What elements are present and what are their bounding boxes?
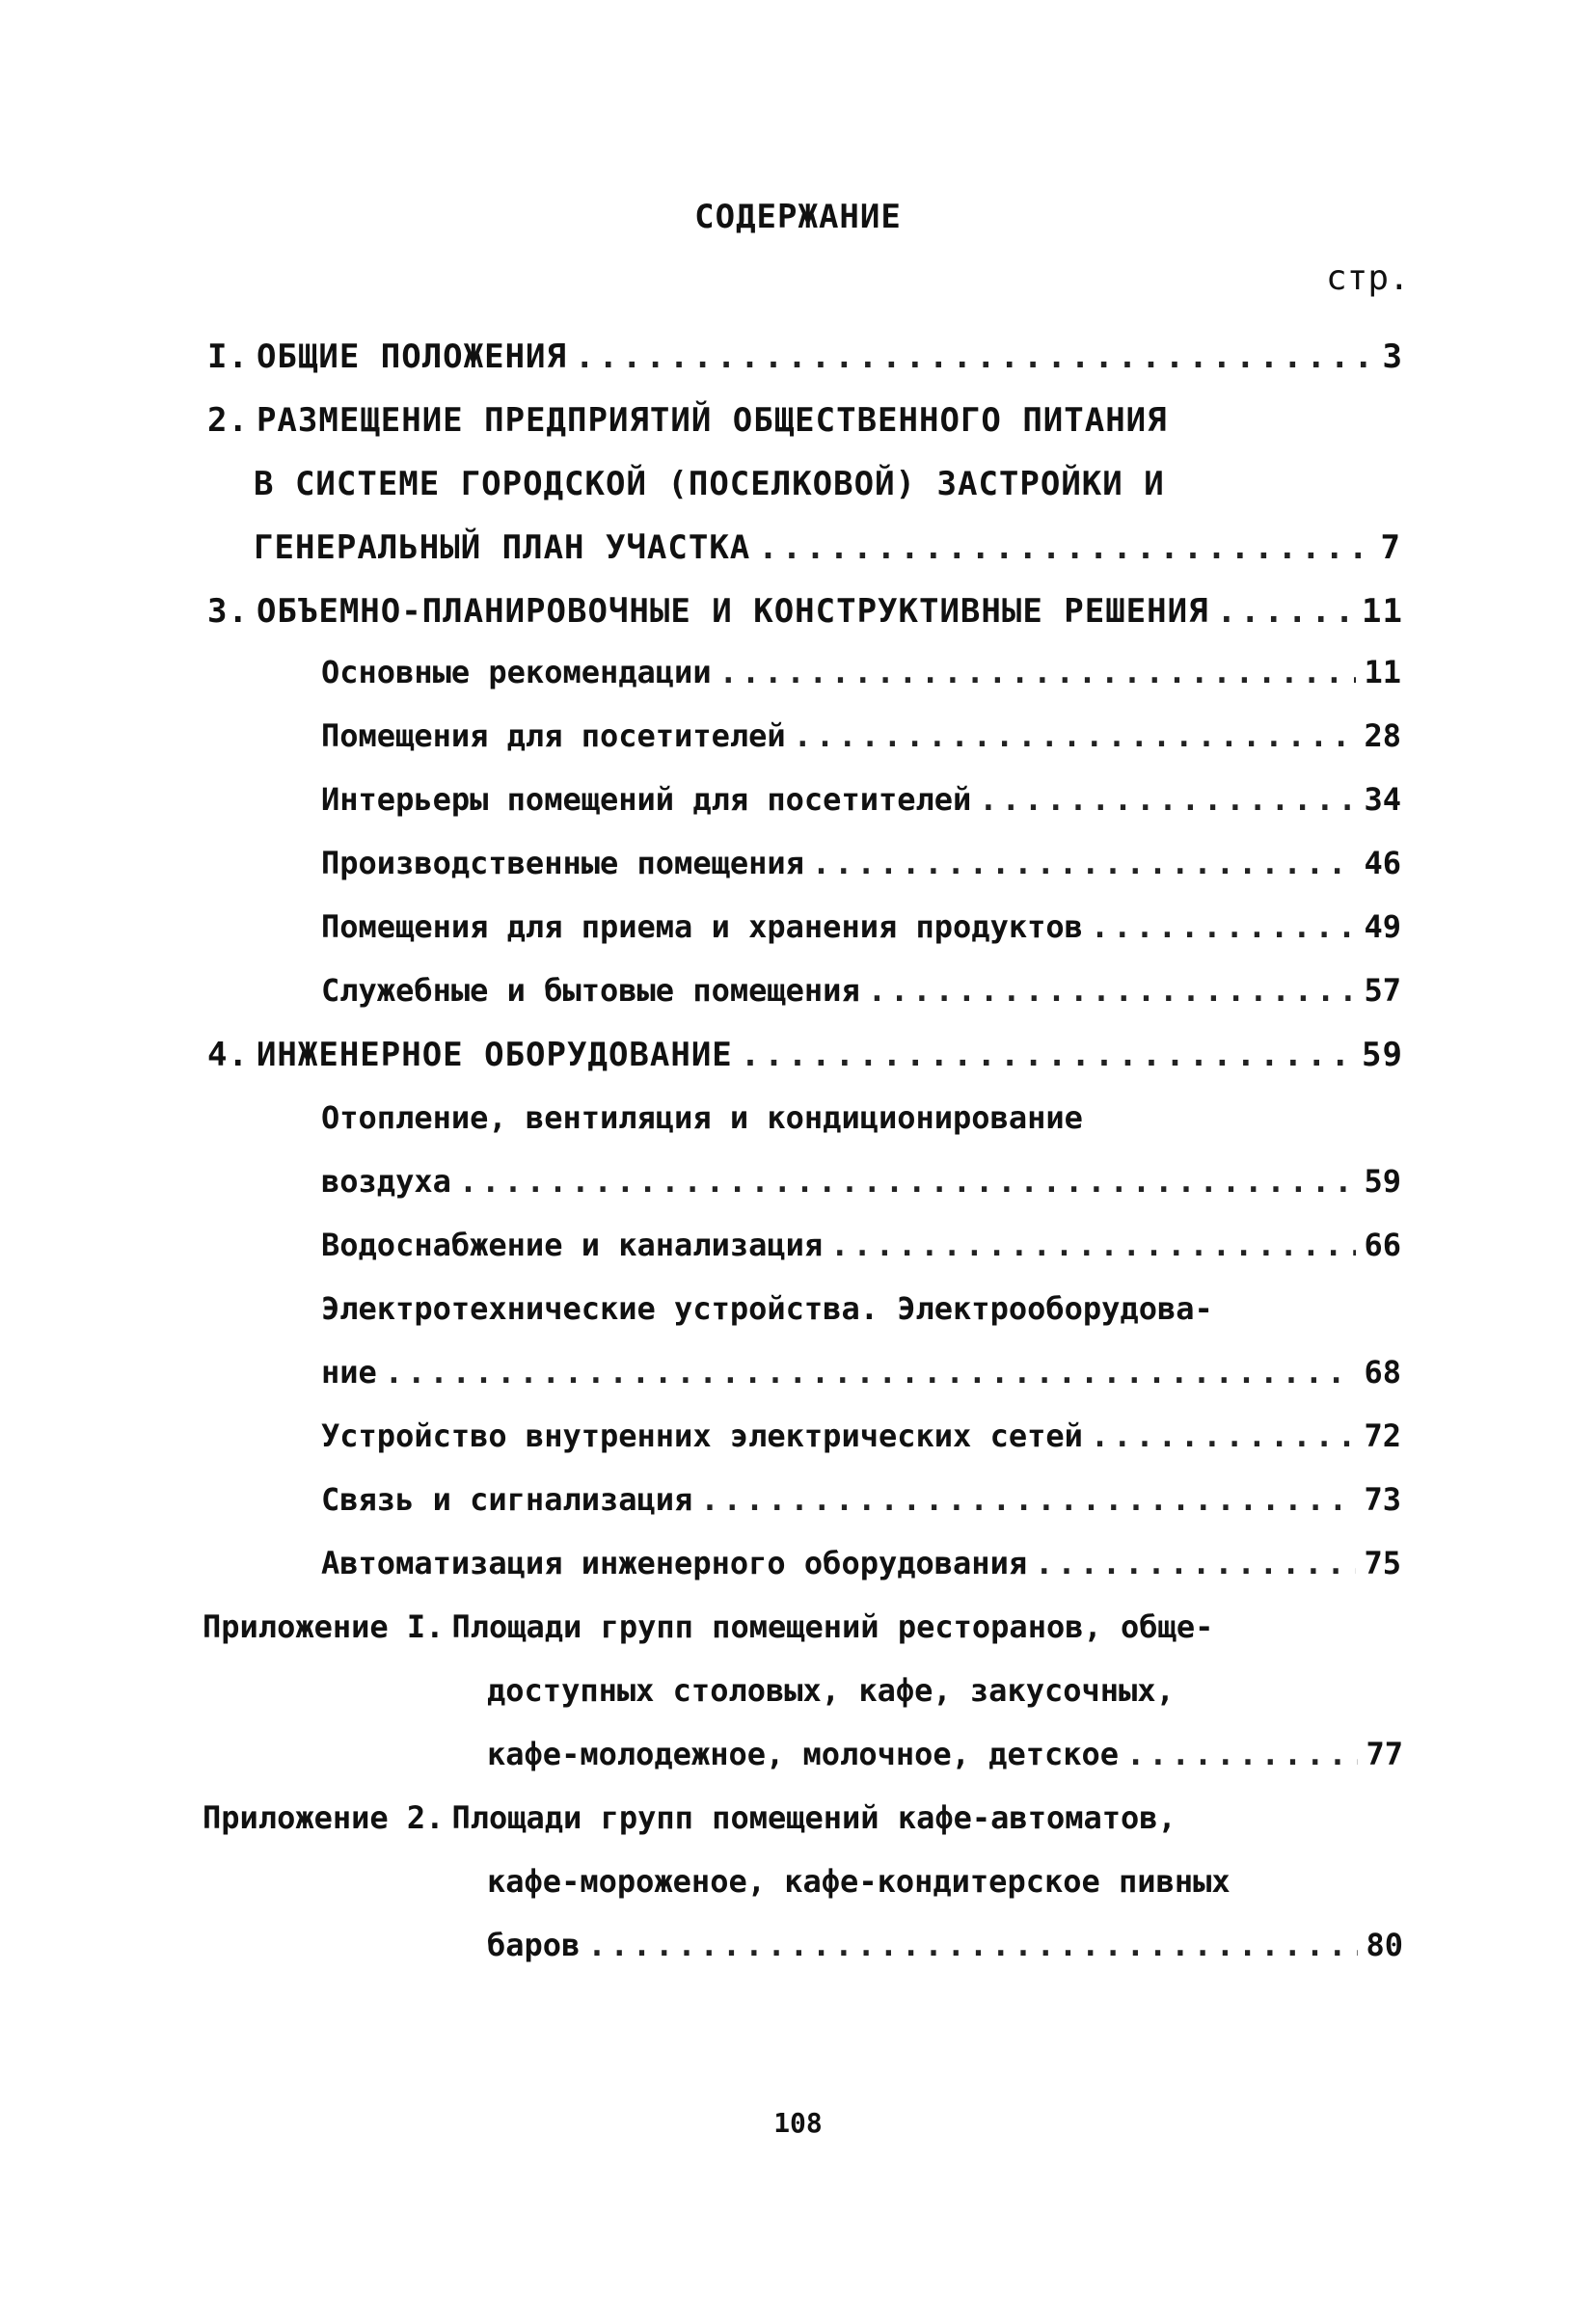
toc-entry-title: кафе-мороженое, кафе-кондитерское пивных [487,1863,1231,1900]
leader-dots [741,1036,1354,1074]
toc-entry-title: Помещения для посетителей [321,717,786,754]
leader-dots [1035,1545,1356,1581]
toc-entry-2-cont [254,465,1401,525]
toc-entry-title: ОБЪЕМНО-ПЛАНИРОВОЧНЫЕ И КОНСТРУКТИВНЫЕ РЕШЕНИЯ [256,592,1209,631]
toc-subentry [321,1099,1401,1159]
toc-entry-page: 11 [1362,592,1403,631]
toc-subentry [321,1354,1401,1414]
toc-entry-page: 80 [1366,1927,1403,1963]
toc-entry-title: В СИСТЕМЕ ГОРОДСКОЙ (ПОСЕЛКОВОЙ) ЗАСТРОЙКИ И [254,465,1165,503]
toc-entry-number: 2. [207,401,249,440]
toc-appendix-1 [203,1608,1403,1668]
toc-entry-number: Приложение I. [203,1608,445,1645]
toc-appendix-2-cont [487,1863,1403,1923]
toc-entry-title: РАЗМЕЩЕНИЕ ПРЕДПРИЯТИЙ ОБЩЕСТВЕННОГО ПИТАНИЯ [256,401,1168,440]
toc-entry-page: 7 [1380,528,1401,567]
toc-entry-page: 59 [1362,1036,1403,1074]
toc-appendix-2-end [487,1927,1403,1986]
leader-dots [758,528,1372,567]
leader-dots [385,1354,1357,1391]
toc-entry-title: кафе-молодежное, молочное, детское [487,1736,1120,1772]
page-title: СОДЕРЖАНИЕ [694,198,902,236]
toc-entry-title: Производственные помещения [321,845,804,881]
leader-dots [1217,592,1354,631]
toc-subentry [321,717,1401,777]
leader-dots [812,845,1357,881]
toc-entry-page: 75 [1364,1545,1401,1581]
toc-appendix-1-cont [487,1672,1403,1732]
leader-dots [979,781,1356,818]
toc-appendix-1-end [487,1736,1403,1796]
toc-subentry [321,781,1401,841]
toc-entry-title: доступных столовых, кафе, закусочных, [487,1672,1175,1709]
toc-entry-title: ИНЖЕНЕРНОЕ ОБОРУДОВАНИЕ [256,1036,733,1074]
toc-entry-number: 4. [207,1036,249,1074]
leader-dots [794,717,1357,754]
toc-subentry [321,1545,1401,1605]
toc-entry-title: Связь и сигнализация [321,1481,693,1518]
toc-entry-page: 46 [1364,845,1401,881]
toc-entry-title: Отопление, вентиляция и кондиционирование [321,1099,1083,1136]
leader-dots [575,338,1375,376]
toc-entry-title: Устройство внутренних электрических сетей [321,1418,1083,1454]
toc-subentry [321,1481,1401,1541]
toc-subentry [321,972,1401,1032]
toc-entry-title: ГЕНЕРАЛЬНЫЙ ПЛАН УЧАСТКА [254,528,751,567]
leader-dots [868,972,1357,1009]
toc-entry-title: ние [321,1354,377,1391]
toc-subentry [321,654,1401,714]
leader-dots [587,1927,1358,1963]
toc-entry-page: 11 [1364,654,1401,690]
toc-entry-title: воздуха [321,1163,451,1200]
footer-page-number: 108 [773,2107,823,2139]
leader-dots [1091,1418,1357,1454]
toc-subentry [321,1290,1401,1350]
toc-entry-4 [207,1036,1403,1095]
toc-entry-3 [207,592,1403,652]
toc-subentry [321,908,1401,968]
toc-entry-page: 49 [1364,908,1401,945]
toc-entry-page: 28 [1364,717,1401,754]
toc-subentry [321,1163,1401,1223]
leader-dots [700,1481,1356,1518]
toc-entry-title: Площади групп помещений кафе-автоматов, [451,1799,1177,1836]
leader-dots [719,654,1357,690]
toc-entry-page: 68 [1364,1354,1401,1391]
leader-dots [1091,908,1357,945]
toc-entry-title: Площади групп помещений ресторанов, обще- [451,1608,1214,1645]
toc-entry-title: Помещения для приема и хранения продуктов [321,908,1083,945]
toc-entry-title: Электротехнические устройства. Электрооборудова- [321,1290,1213,1327]
toc-entry-title: Основные рекомендации [321,654,712,690]
toc-entry-page: 73 [1364,1481,1401,1518]
toc-entry-title: Служебные и бытовые помещения [321,972,860,1009]
leader-dots [830,1227,1356,1263]
toc-subentry [321,1227,1401,1286]
toc-entry-1 [207,338,1403,397]
toc-entry-page: 66 [1364,1227,1401,1263]
toc-entry-title: ОБЩИЕ ПОЛОЖЕНИЯ [256,338,567,376]
toc-entry-number: I. [207,338,249,376]
toc-entry-title: Автоматизация инженерного оборудования [321,1545,1028,1581]
toc-entry-page: 72 [1364,1418,1401,1454]
toc-entry-2-end [254,528,1401,588]
toc-entry-title: баров [487,1927,581,1963]
toc-subentry [321,845,1401,905]
toc-entry-page: 59 [1364,1163,1401,1200]
toc-entry-title: Водоснабжение и канализация [321,1227,824,1263]
toc-appendix-2 [203,1799,1403,1859]
toc-entry-title: Интерьеры помещений для посетителей [321,781,972,818]
toc-entry-page: 57 [1364,972,1401,1009]
toc-entry-page: 3 [1382,338,1403,376]
toc-entry-page: 34 [1364,781,1401,818]
toc-entry-page: 77 [1366,1736,1403,1772]
leader-dots [459,1163,1357,1200]
leader-dots [1126,1736,1358,1772]
toc-entry-2 [207,401,1403,461]
toc-entry-number: 3. [207,592,249,631]
toc-entry-number: Приложение 2. [203,1799,445,1836]
toc-subentry [321,1418,1401,1477]
page-column-label: стр. [1326,258,1410,298]
